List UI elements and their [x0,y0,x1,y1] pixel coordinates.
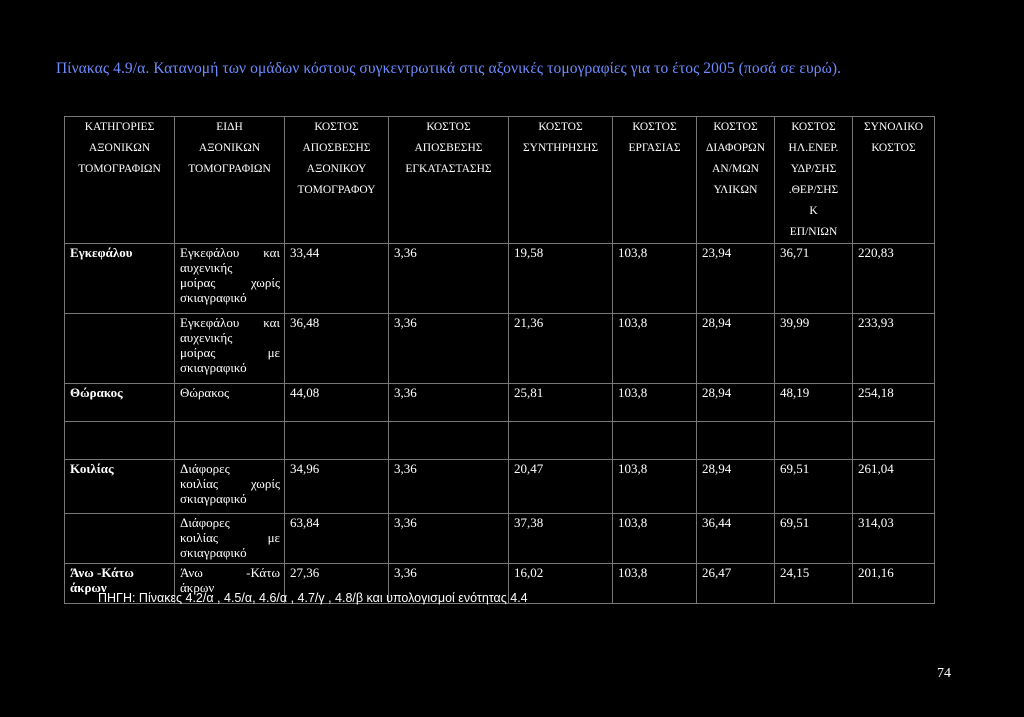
value-cell: 103,8 [613,564,697,604]
header-cell [853,117,935,244]
table-row [65,314,935,384]
value-cell: 33,44 [285,244,389,314]
value-cell: 3,36 [389,384,509,422]
table-row [65,422,935,460]
type-line: Εγκεφάλου και [180,315,280,330]
value-cell: 36,71 [775,244,853,314]
value-cell: 28,94 [697,460,775,514]
header-line: ΣΥΝΟΛΙΚΟ [863,121,924,133]
type-cell [175,460,285,514]
value-cell: 103,8 [613,460,697,514]
value-cell: 201,16 [853,564,935,604]
value-cell: 314,03 [853,514,935,564]
cost-table [64,116,935,604]
table-caption: Πίνακας 4.9/α. Κατανομή των ομάδων κόστους συγκεντρωτικά στις αξονικές τομογραφίες για το έτος 2005 (ποσά σε ευρώ). [56,60,842,77]
type-line: άκρων [180,580,215,595]
value-cell: 44,08 [285,384,389,422]
type-line: Άνω -Κάτω [180,565,280,580]
value-cell: 69,51 [775,514,853,564]
value-cell: 3,36 [389,460,509,514]
header-line: ΤΟΜΟΓΡΑΦΟΥ [297,184,376,196]
type-line: μοίρας χωρίς [180,275,280,290]
header-line: ΑΞΟΝΙΚΩΝ [88,142,151,154]
type-line: Διάφορες [180,461,230,476]
category-cell: Εγκεφάλου [65,244,175,314]
type-line: σκιαγραφικό [180,360,247,375]
header-line: ΤΟΜΟΓΡΑΦΙΩΝ [78,163,161,175]
header-line: ΚΟΣΤΟΣ [538,121,583,133]
type-line: Διάφορες [180,515,230,530]
header-line: ΔΙΑΦΟΡΩΝ [705,142,766,154]
value-cell: 36,48 [285,314,389,384]
header-line: .ΘΕΡ/ΣΗΣ [788,184,839,196]
value-cell: 16,02 [509,564,613,604]
value-cell: 63,84 [285,514,389,564]
header-line: ΗΛ.ΕΝΕΡ. [788,142,839,154]
value-cell: 103,8 [613,314,697,384]
header-cell [509,117,613,244]
header-line: ΚΟΣΤΟΣ [426,121,471,133]
page-number: 74 [937,666,951,681]
value-cell: 3,36 [389,314,509,384]
type-line: σκιαγραφικό [180,491,247,506]
value-cell: 103,8 [613,384,697,422]
header-line: ΥΛΙΚΩΝ [713,184,758,196]
table-row [65,384,935,422]
value-cell: 34,96 [285,460,389,514]
value-cell: 21,36 [509,314,613,384]
header-cell [389,117,509,244]
value-cell: 103,8 [613,514,697,564]
header-line: Κ [809,205,818,217]
type-line: κοιλίας με [180,530,280,545]
header-cell [697,117,775,244]
table-row [65,244,935,314]
table-row [65,460,935,514]
value-cell [697,422,775,460]
type-line: μοίρας με [180,345,280,360]
header-cell [775,117,853,244]
header-cell [65,117,175,244]
value-cell: 103,8 [613,244,697,314]
type-line: κοιλίας χωρίς [180,476,280,491]
type-line: Εγκεφάλου και [180,245,280,260]
type-cell [175,314,285,384]
value-cell: 3,36 [389,514,509,564]
value-cell [509,422,613,460]
header-line: ΕΙΔΗ [216,121,243,133]
value-cell: 261,04 [853,460,935,514]
type-line: αυχενικής [180,330,233,345]
category-cell: Θώρακος [65,384,175,422]
value-cell [285,422,389,460]
value-cell: 26,47 [697,564,775,604]
header-line: ΚΟΣΤΟΣ [314,121,359,133]
header-line: ΑΠΟΣΒΕΣΗΣ [302,142,371,154]
table-body [65,117,935,604]
header-line: ΑΞΟΝΙΚΟΥ [306,163,367,175]
type-line: αυχενικής [180,260,233,275]
table-row [65,514,935,564]
header-line: ΚΟΣΤΟΣ [713,121,758,133]
header-line: ΥΔΡ/ΣΗΣ [790,163,837,175]
header-row [65,117,935,244]
value-cell: 27,36 [285,564,389,604]
source-note: ΠΗΓΗ: Πίνακες 4.2/α , 4.5/α, 4.6/α , 4.7/γ , 4.8/β και υπολογισμοί ενότητας 4.4 [98,591,528,605]
category-cell [65,514,175,564]
value-cell: 19,58 [509,244,613,314]
value-cell: 28,94 [697,314,775,384]
header-line: ΑΠΟΣΒΕΣΗΣ [414,142,483,154]
header-line: ΕΠ/ΝΙΩΝ [789,226,838,238]
value-cell: 25,81 [509,384,613,422]
header-cell [285,117,389,244]
header-line: ΚΑΤΗΓΟΡΙΕΣ [84,121,155,133]
value-cell: 3,36 [389,564,509,604]
header-line: ΣΥΝΤΗΡΗΣΗΣ [522,142,599,154]
value-cell: 20,47 [509,460,613,514]
value-cell: 3,36 [389,244,509,314]
type-cell [175,384,285,422]
value-cell: 23,94 [697,244,775,314]
header-line: ΕΓΚΑΤΑΣΤΑΣΗΣ [405,163,492,175]
value-cell [389,422,509,460]
value-cell: 48,19 [775,384,853,422]
category-cell [65,314,175,384]
header-line: ΤΟΜΟΓΡΑΦΙΩΝ [188,163,271,175]
value-cell: 24,15 [775,564,853,604]
type-cell [175,244,285,314]
value-cell: 220,83 [853,244,935,314]
type-line: σκιαγραφικό [180,290,247,305]
type-line: Θώρακος [180,385,230,400]
value-cell [613,422,697,460]
type-cell [175,514,285,564]
type-line: σκιαγραφικό [180,545,247,560]
value-cell: 254,18 [853,384,935,422]
value-cell [775,422,853,460]
category-cell: Άνω -Κάτω άκρων [65,564,175,604]
type-cell [175,422,285,460]
value-cell: 69,51 [775,460,853,514]
header-line: ΑΞΟΝΙΚΩΝ [198,142,261,154]
value-cell: 28,94 [697,384,775,422]
header-line: ΕΡΓΑΣΙΑΣ [628,142,681,154]
header-cell [175,117,285,244]
header-line: ΚΟΣΤΟΣ [632,121,677,133]
value-cell: 233,93 [853,314,935,384]
value-cell: 36,44 [697,514,775,564]
header-line: ΑΝ/ΜΩΝ [712,163,759,175]
category-cell: Κοιλίας [65,460,175,514]
value-cell [853,422,935,460]
header-line: ΚΟΣΤΟΣ [871,142,916,154]
header-cell [613,117,697,244]
header-line: ΚΟΣΤΟΣ [791,121,836,133]
value-cell: 39,99 [775,314,853,384]
value-cell: 37,38 [509,514,613,564]
category-cell [65,422,175,460]
